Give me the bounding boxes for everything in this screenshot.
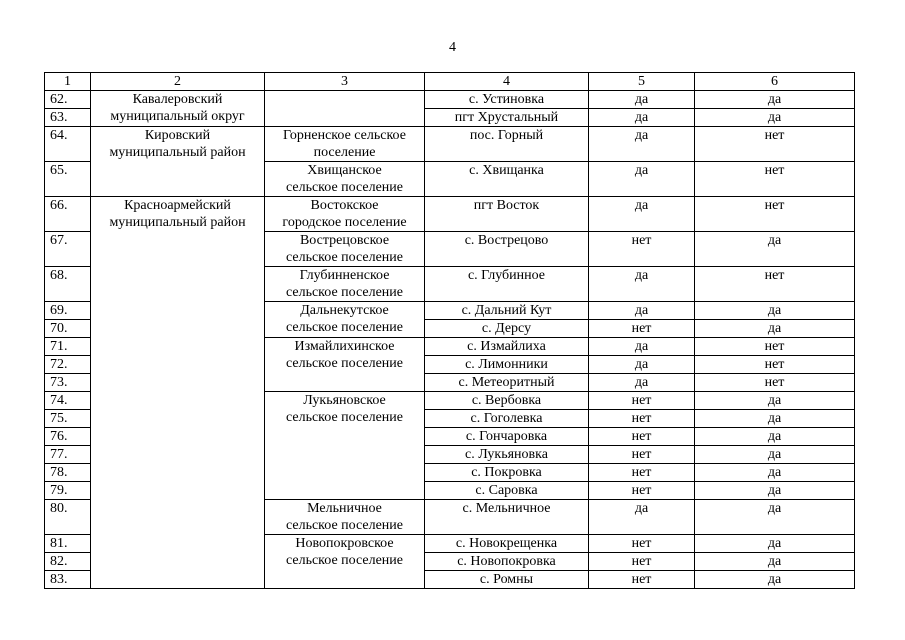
column-5-cell: нет <box>589 320 695 338</box>
row-number: 81. <box>45 535 91 553</box>
table-header-row <box>45 73 855 91</box>
row-number: 70. <box>45 320 91 338</box>
column-5-cell: да <box>589 91 695 109</box>
settlement-cell <box>265 91 425 127</box>
column-5-cell: да <box>589 500 695 535</box>
locality-cell: пос. Горный <box>425 127 589 162</box>
settlement-cell <box>265 267 425 302</box>
locality-cell: с. Хвищанка <box>425 162 589 197</box>
settlement-line: сельское поселение <box>286 518 403 533</box>
row-number: 64. <box>45 127 91 162</box>
settlement-cell <box>265 302 425 338</box>
column-5-cell: да <box>589 338 695 356</box>
row-number: 72. <box>45 356 91 374</box>
settlement-line: Глубинненское <box>299 268 390 283</box>
settlement-cell <box>265 392 425 500</box>
row-number: 79. <box>45 482 91 500</box>
locality-cell: с. Измайлиха <box>425 338 589 356</box>
locality-cell: с. Лимонники <box>425 356 589 374</box>
locality-cell: с. Гоголевка <box>425 410 589 428</box>
locality-cell: с. Новокрещенка <box>425 535 589 553</box>
column-header: 6 <box>695 73 855 91</box>
settlement-line: Хвищанское <box>307 163 382 178</box>
row-number: 71. <box>45 338 91 356</box>
district-line: Красноармейский <box>124 198 231 213</box>
column-5-cell: да <box>589 109 695 127</box>
column-6-cell: нет <box>695 356 855 374</box>
locality-cell: пгт Восток <box>425 197 589 232</box>
settlements-table <box>44 72 855 589</box>
column-6-cell: да <box>695 302 855 320</box>
column-6-cell: да <box>695 428 855 446</box>
district-line: Кавалеровский <box>132 92 223 107</box>
settlement-line: Дальнекутское <box>300 303 389 318</box>
column-header: 4 <box>425 73 589 91</box>
column-header: 2 <box>91 73 265 91</box>
row-number: 68. <box>45 267 91 302</box>
column-6-cell: нет <box>695 338 855 356</box>
column-6-cell: да <box>695 392 855 410</box>
column-6-cell: да <box>695 446 855 464</box>
locality-cell: с. Покровка <box>425 464 589 482</box>
row-number: 80. <box>45 500 91 535</box>
column-6-cell: да <box>695 232 855 267</box>
locality-cell: с. Лукьяновка <box>425 446 589 464</box>
column-5-cell: да <box>589 162 695 197</box>
column-6-cell: да <box>695 553 855 571</box>
district-line: муниципальный округ <box>110 109 245 124</box>
column-5-cell: да <box>589 127 695 162</box>
column-5-cell: нет <box>589 446 695 464</box>
column-6-cell: нет <box>695 374 855 392</box>
locality-cell: с. Ромны <box>425 571 589 589</box>
column-6-cell: да <box>695 500 855 535</box>
page-number: 4 <box>449 40 456 55</box>
column-6-cell: да <box>695 410 855 428</box>
column-5-cell: да <box>589 267 695 302</box>
column-header: 3 <box>265 73 425 91</box>
row-number: 76. <box>45 428 91 446</box>
settlement-line: сельское поселение <box>286 356 403 371</box>
column-5-cell: да <box>589 374 695 392</box>
settlement-cell <box>265 197 425 232</box>
column-6-cell: да <box>695 109 855 127</box>
column-6-cell: да <box>695 320 855 338</box>
row-number: 69. <box>45 302 91 320</box>
column-5-cell: да <box>589 302 695 320</box>
district-cell <box>91 197 265 589</box>
settlement-cell <box>265 500 425 535</box>
district-line: муниципальный район <box>109 145 246 160</box>
column-5-cell: нет <box>589 571 695 589</box>
district-line: Кировский <box>144 128 211 143</box>
district-line: муниципальный район <box>109 215 246 230</box>
settlement-line: городское поселение <box>282 215 407 230</box>
settlement-line: сельское поселение <box>286 553 403 568</box>
settlement-cell <box>265 232 425 267</box>
row-number: 62. <box>45 91 91 109</box>
locality-cell: с. Саровка <box>425 482 589 500</box>
locality-cell: с. Глубинное <box>425 267 589 302</box>
settlement-line: сельское поселение <box>286 410 403 425</box>
settlement-line: поселение <box>313 145 376 160</box>
column-5-cell: нет <box>589 535 695 553</box>
column-6-cell: нет <box>695 162 855 197</box>
column-header: 5 <box>589 73 695 91</box>
row-number: 75. <box>45 410 91 428</box>
settlement-line: сельское поселение <box>286 285 403 300</box>
column-6-cell: да <box>695 482 855 500</box>
column-5-cell: нет <box>589 392 695 410</box>
row-number: 66. <box>45 197 91 232</box>
table-row <box>45 127 855 162</box>
locality-cell: с. Вострецово <box>425 232 589 267</box>
settlement-cell <box>265 338 425 392</box>
settlement-cell <box>265 162 425 197</box>
column-6-cell: нет <box>695 197 855 232</box>
column-6-cell: нет <box>695 267 855 302</box>
row-number: 74. <box>45 392 91 410</box>
settlement-cell <box>265 127 425 162</box>
column-header: 1 <box>45 73 91 91</box>
column-5-cell: нет <box>589 482 695 500</box>
table-row <box>45 91 855 109</box>
locality-cell: пгт Хрустальный <box>425 109 589 127</box>
locality-cell: с. Вербовка <box>425 392 589 410</box>
column-5-cell: нет <box>589 553 695 571</box>
column-6-cell: да <box>695 571 855 589</box>
locality-cell: с. Дерсу <box>425 320 589 338</box>
settlement-line: сельское поселение <box>286 250 403 265</box>
column-6-cell: да <box>695 91 855 109</box>
locality-cell: с. Гончаровка <box>425 428 589 446</box>
column-5-cell: да <box>589 356 695 374</box>
locality-cell: с. Метеоритный <box>425 374 589 392</box>
settlement-line: Горненское сельское <box>283 128 406 143</box>
settlement-line: Лукьяновское <box>303 393 386 408</box>
settlement-line: Востокское <box>310 198 379 213</box>
column-5-cell: нет <box>589 464 695 482</box>
row-number: 77. <box>45 446 91 464</box>
row-number: 65. <box>45 162 91 197</box>
settlement-line: сельское поселение <box>286 320 403 335</box>
row-number: 82. <box>45 553 91 571</box>
row-number: 67. <box>45 232 91 267</box>
settlement-line: Вострецовское <box>299 233 390 248</box>
column-6-cell: нет <box>695 127 855 162</box>
column-5-cell: нет <box>589 410 695 428</box>
locality-cell: с. Мельничное <box>425 500 589 535</box>
column-6-cell: да <box>695 535 855 553</box>
row-number: 78. <box>45 464 91 482</box>
settlement-cell <box>265 535 425 589</box>
column-5-cell: нет <box>589 232 695 267</box>
table-row <box>45 197 855 232</box>
row-number: 63. <box>45 109 91 127</box>
row-number: 73. <box>45 374 91 392</box>
locality-cell: с. Дальний Кут <box>425 302 589 320</box>
locality-cell: с. Устиновка <box>425 91 589 109</box>
district-cell <box>91 127 265 197</box>
column-5-cell: да <box>589 197 695 232</box>
column-5-cell: нет <box>589 428 695 446</box>
column-6-cell: да <box>695 464 855 482</box>
settlement-line: Мельничное <box>307 501 382 516</box>
settlement-line: Измайлихинское <box>294 339 395 354</box>
district-cell <box>91 91 265 127</box>
row-number: 83. <box>45 571 91 589</box>
settlement-line: Новопокровское <box>295 536 394 551</box>
settlement-line: сельское поселение <box>286 180 403 195</box>
locality-cell: с. Новопокровка <box>425 553 589 571</box>
